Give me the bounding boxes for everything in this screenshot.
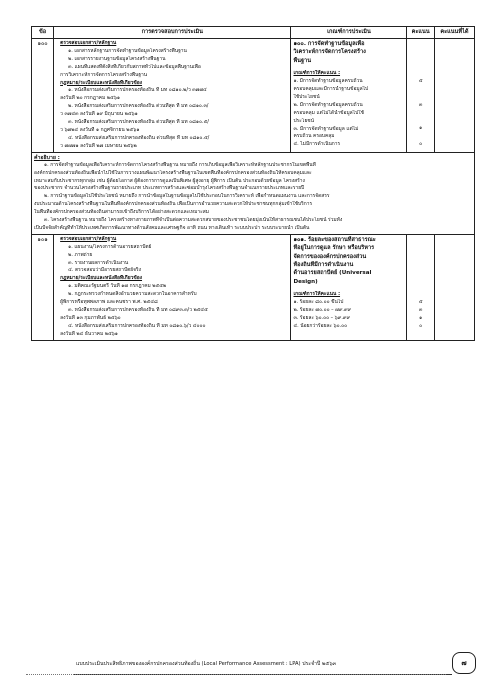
table-header-row (32, 27, 475, 39)
score-value (409, 110, 431, 118)
explanation-title: คำอธิบาย : (34, 154, 60, 161)
header-inspection: การตรวจสอบการประเมิน (54, 27, 291, 39)
criteria-cell (291, 39, 407, 153)
item-number: ๑๐๑ (32, 234, 54, 340)
header-criteria: เกณฑ์การประเมิน (291, 27, 407, 39)
header-received: คะแนนที่ได้ (434, 27, 474, 39)
explanation-line: ๓. โครงสร้างพื้นฐาน หมายถึง โครงสร้างทางกายภาพที่จำเป็นต่อความสะดวกสบายของประชาชนโดยมุ่งเน้นให้สาธารณชนได้ประโยชน์ ร่วมทั้ง (44, 217, 343, 224)
score-cell (407, 39, 434, 153)
inspection-line: ๔. ตรวจสอบว่ามีอารยสถาปัตย์จริง (68, 267, 142, 274)
criteria-line: ๓. ร้อยละ ๖๐.๐๐ – ๖๙.๙๙ (293, 315, 351, 321)
criteria-title-line: ๑๐๑. ร้อยละของสถานที่สาธารณะ (293, 236, 376, 243)
explanation-line: ๒. การนำฐานข้อมูลไปใช้ประโยชน์ หมายถึง การนำข้อมูลในฐานข้อมูลไปใช้ประกอบในการวิเคราะห์ เพื่อกำหนดแผนงาน และการจัดสรร (44, 193, 330, 200)
score-value: ๑ (419, 314, 423, 321)
score-value: ๓ (419, 307, 423, 314)
explanation-cell (32, 152, 475, 234)
explanation-row (32, 152, 475, 234)
inspection-line: ๑. มติคณะรัฐมนตรี วันที่ ๑๗ กรกฎาคม ๒๕๕๒ (68, 283, 167, 290)
inspection-cell (54, 39, 291, 153)
inspection-line: ลงวันที่ ๒๐ กรกฎาคม ๒๕๖๑ (60, 95, 120, 102)
assessment-table (31, 26, 475, 341)
criteria-line: ครบถ้วน ครอบคลุม (293, 133, 335, 140)
explanation-line: เป็นปัจจัยสำคัญที่ทำให้ประเทศเกิดการพัฒนาทางด้านสังคมและเศรษฐกิจ อาทิ ถนน ทางเดินเท้า ระบบประปา ระบบระบายน้ำ เป็นต้น (34, 224, 310, 231)
header-score: คะแนน (407, 27, 434, 39)
criteria-line: ๓. มีการจัดทำฐานข้อมูล แต่ไม่ (293, 125, 359, 132)
inspection-line: ๑. เอกสารหลักฐานการจัดทำฐานข้อมูลโครงสร้างพื้นฐาน (68, 47, 187, 54)
criteria-title-line: พื้นฐาน (293, 57, 312, 64)
received-score-cell (434, 39, 474, 153)
inspection-line: กฎหมาย/ระเบียบและหนังสือที่เกี่ยวข้อง (60, 79, 143, 86)
inspection-line: ๑. หนังสือกรมส่งเสริมการปกครองท้องถิ่น ที่ มท ๐๘๑๐.๒/ว ๓๗๗๔ (68, 87, 207, 94)
inspection-line: ๔. หนังสือกรมส่งเสริมการปกครองท้องถิ่น ด่วนที่สุด ที่ มท ๐๘๑๐.๕/ (68, 134, 210, 141)
inspection-line: ๒. เอกสารรายงานฐานข้อมูลโครงสร้างพื้นฐาน (68, 55, 166, 62)
score-value (409, 86, 431, 94)
criteria-line: ๑. มีการจัดทำฐานข้อมูลครบถ้วน (293, 78, 363, 85)
score-value: ๓ (419, 101, 423, 108)
inspection-line: ๓. หนังสือกรมส่งเสริมการปกครองท้องถิ่น ด่วนที่สุด ที่ มท ๐๘๑๐.๕/ (68, 119, 209, 126)
criteria-title-line: Design) (293, 278, 318, 285)
criteria-line: ๔. ไม่มีการดำเนินการ (293, 141, 341, 148)
explanation-line: องค์กรปกครองส่วนท้องถิ่นเพื่อนำไปใช้ในการวางแผนพัฒนาโครงสร้างพื้นฐานในเขตพื้นที่องค์กรปกครองส่วนท้องถิ่นให้ครอบคลุมและ (34, 169, 312, 176)
score-value (409, 118, 431, 126)
inspection-line: กฎหมาย/ระเบียบและหนังสือที่เกี่ยวข้อง (60, 275, 143, 282)
score-value: ๐ (419, 141, 423, 148)
assessment-page (31, 26, 475, 341)
criteria-line: ครอบคลุม แต่ไม่ได้นำข้อมูลไปใช้ (293, 109, 364, 116)
inspection-line: ๒. กฎกระทรวงกำหนดสิ่งอำนวยความสะดวกในอาคารสำหรับ (68, 291, 197, 298)
table-row-101 (32, 234, 475, 340)
inspection-line: ว ๖๗๒๔ ลงวันที่ ๑ กฎศจิกายน ๒๕๖๑ (60, 126, 140, 133)
criteria-line: ครอบคลุมและมีการนำฐานข้อมูลไป (293, 86, 369, 93)
explanation-line: งบประมาณด้านโครงสร้างพื้นฐานในพื้นที่องค์กรปกครองส่วนท้องถิ่น เพื่อเป็นการอำนวยความสะดวกให้ประชาชนทุกกลุ่มเข้าใช้บริการ (34, 201, 313, 208)
criteria-line: ๒. ร้อยละ ๗๐.๐๐ – ๗๙.๙๙ (293, 307, 352, 314)
inspection-line: ว ๓๗๔๓ ลงวันที่ ๑๙ มิถุนายน ๒๕๖๑ (60, 111, 138, 118)
criteria-line: ใช้ประโยชน์ (293, 93, 320, 100)
score-cell (407, 234, 434, 340)
inspection-line: ๔. หนังสือกรมส่งเสริมการปกครองท้องถิ่น ที่ มท ๐๘๑๐.๖/ว ๔๐๐๐ (68, 322, 206, 329)
score-value: ๕ (418, 299, 423, 306)
inspection-line: ตรวจสอบเอกสาร/หลักฐาน (60, 235, 117, 242)
inspection-cell (54, 234, 291, 340)
criteria-title-line: ด้านอารยสถาปัตย์ (Universal (293, 270, 372, 277)
table-row-100 (32, 39, 475, 153)
page-footer (74, 650, 480, 676)
criteria-line: ๔. น้อยกว่าร้อยละ ๖๐.๐๐ (293, 322, 348, 329)
inspection-line: ว ๗๗๗๑ ลงวันที่ ๒๗ เมษายน ๒๕๖๒ (60, 142, 137, 149)
score-value (409, 133, 431, 141)
inspection-line: การวิเคราะห์การจัดการโครงสร้างพื้นฐาน (60, 71, 148, 78)
criteria-title-line: วิเคราะห์การจัดการโครงสร้าง (293, 49, 366, 56)
explanation-line: ๑. การจัดทำฐานข้อมูลเพื่อวิเคราะห์การจัดการโครงสร้างพื้นฐาน หมายถึง การเก็บข้อมูลเพื่อวิเคราะห์หลักฐานประชากรในเขตพื้นที่ (44, 161, 316, 168)
received-score-cell (434, 234, 474, 340)
footer-text: แบบประเมินประสิทธิภาพขององค์กรปกครองส่วนท้องถิ่น (Local Performance Assessment : LPA) ประจำปี ๒๕๖๓ (76, 661, 337, 667)
criteria-title-line: ๑๐๐. การจัดทำฐานข้อมูลเพื่อ (293, 41, 365, 47)
inspection-line: ผู้พิการหรือทุพพลภาพ และคนชรา พ.ศ. ๒๕๔๘ (60, 299, 158, 306)
inspection-line: ๑. แผนงาน/โครงการด้านอารยสถาปัตย์ (68, 243, 152, 250)
criteria-line: ประโยชน์ (293, 117, 314, 124)
inspection-line: ๓. รายงานผลการดำเนินงาน (68, 259, 129, 266)
inspection-line: ๓. หนังสือกรมส่งเสริมการปกครองท้องถิ่น ที่ มท ๐๘๙๓.๓/ว ๒๕๔๕ (68, 307, 208, 313)
inspection-line: ๒. หนังสือกรมส่งเสริมการปกครองท้องถิ่น ด่วนที่สุด ที่ มท ๐๘๑๐.๓/ (68, 103, 209, 110)
header-no: ข้อ (32, 27, 54, 39)
explanation-line: ของประชากร จำนวนโครงสร้างพื้นฐานรายประเภท ประเภทการสร้างและซ่อมบำรุงโครงสร้างพื้นฐานจำแนกรายประเภทและรายปี (34, 185, 305, 192)
explanation-line: ในพื้นที่องค์กรปกครองส่วนท้องถิ่นสามารถเข้าถึงบริการได้อย่างสะดวกและเหมาะสม (34, 209, 209, 216)
score-value: ๐ (419, 322, 423, 329)
criteria-title-line: ที่อยู่ในการดูแล รักษา หรือบริหาร (293, 245, 375, 252)
item-number: ๑๐๐ (32, 39, 54, 153)
inspection-line: ตรวจสอบเอกสาร/หลักฐาน (60, 40, 117, 46)
page-number: ๗ (452, 652, 476, 674)
score-value: ๕ (418, 78, 423, 85)
score-value: ๑ (419, 125, 423, 132)
criteria-title-line: จัดการขององค์กรปกครองส่วน (293, 253, 367, 260)
footer-dotted-line (26, 674, 446, 675)
criteria-heading: เกณฑ์การให้คะแนน : (293, 291, 341, 298)
criteria-line: ๑. ร้อยละ ๘๐.๐๐ ขึ้นไป (293, 299, 344, 306)
score-value (409, 94, 431, 102)
explanation-line: เหมาะสมกับประชากรทุกกลุ่ม เช่น ผู้ด้อยโอกาส ผู้ต้องการการดูแลเป็นพิเศษ ผู้สูงอายุ ผู้พิการ เป็นต้น ประกอบด้วยข้อมูล โครงสร้าง (34, 177, 305, 184)
inspection-line: ๒. ภาพถ่าย (68, 251, 93, 258)
inspection-line: ลงวันที่ ๒๔ ธันวาคม ๒๕๖๑ (60, 330, 118, 337)
inspection-line: ลงวันที่ ๑๓ กุมภาพันธ์ ๒๕๖๐ (60, 314, 121, 321)
criteria-line: ๒. มีการจัดทำฐานข้อมูลครบถ้วน (293, 101, 363, 108)
inspection-line: ๓. แผนที่แสดงที่ตั้งสิ่งที่เกี่ยวกับสภาพทั่วไปและข้อมูลพื้นฐานเพื่อ (68, 63, 201, 70)
criteria-title-line: ท้องถิ่นที่มีการดำเนินงาน (293, 262, 354, 269)
criteria-heading: เกณฑ์การให้คะแนน : (293, 70, 341, 77)
criteria-cell (291, 234, 407, 340)
